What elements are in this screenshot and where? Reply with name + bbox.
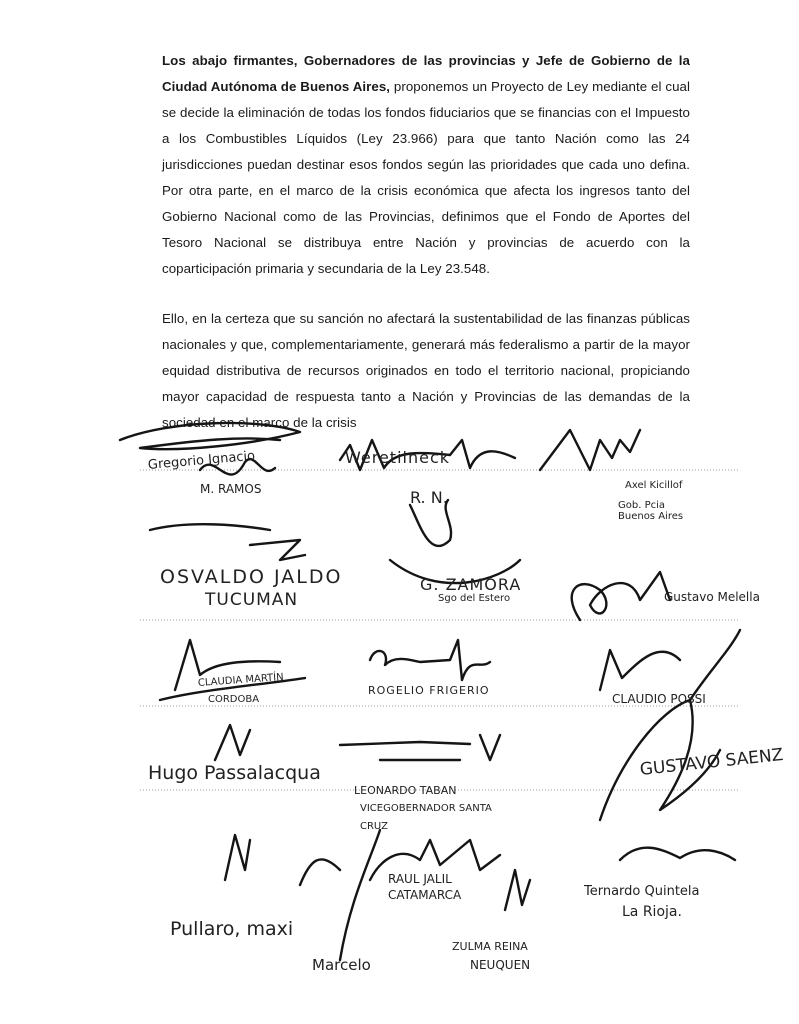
signature-7-detail: CORDOBA bbox=[208, 694, 260, 705]
signature-mark-12 bbox=[600, 700, 735, 860]
signature-4-name: OSVALDO JALDO bbox=[160, 566, 343, 588]
signature-mark-7 bbox=[160, 640, 305, 700]
signature-11-name: LEONARDO TABAN bbox=[354, 784, 457, 797]
signature-5-detail: Sgo del Estero bbox=[438, 593, 511, 604]
signature-3-name: Axel Kicillof bbox=[625, 480, 683, 491]
document-body bbox=[162, 48, 690, 436]
signature-14-name: Ternardo Quintela bbox=[584, 884, 700, 899]
signature-4-detail: TUCUMAN bbox=[205, 590, 299, 610]
signature-1-name: Gregorio Ignacio bbox=[147, 448, 256, 473]
signature-mark-14 bbox=[225, 835, 340, 885]
signature-8-name: ROGELIO FRIGERIO bbox=[368, 684, 490, 697]
signature-13-detail: CATAMARCA bbox=[388, 888, 462, 902]
signature-5-name: G. ZAMORA bbox=[420, 575, 522, 594]
signature-mark-13 bbox=[370, 840, 500, 880]
signature-mark-11 bbox=[340, 735, 500, 760]
signature-9-name: CLAUDIO POSSI bbox=[612, 692, 706, 706]
signature-11-detail: VICEGOBERNADOR SANTA CRUZ bbox=[360, 803, 492, 832]
signature-15-name: Pullaro, maxi bbox=[170, 918, 294, 940]
signature-12-name: GUSTAVO SAENZ bbox=[638, 745, 785, 780]
signature-mark-6 bbox=[572, 572, 670, 620]
intro-bold-text: Los abajo firmantes, Gobernadores de las provincias y Jefe de Gobierno de la Ciudad Autónoma de Buenos Aires, bbox=[162, 53, 690, 94]
signature-10-name: Hugo Passalacqua bbox=[148, 762, 321, 784]
signature-mark-10 bbox=[215, 725, 250, 760]
paragraph-2: Ello, en la certeza que su sanción no afectará la sustentabilidad de las finanzas públicas nacionales y que, complementariamente, generará más federalismo a partir de la mayor equidad distributiva de recursos originados en todo el territorio nacional, propiciando mayor capacidad de respuesta tanto a Nación y Provincias de las demandas de la sociedad en el marco de la crisis bbox=[162, 311, 690, 430]
paragraph-1 bbox=[162, 48, 690, 282]
signature-mark-2 bbox=[340, 440, 515, 470]
signature-2-detail: R. N. bbox=[410, 488, 448, 507]
signature-mark-8 bbox=[370, 640, 490, 680]
signature-7-name: CLAUDIA MARTÍN bbox=[197, 672, 285, 689]
signature-mark-9 bbox=[600, 630, 740, 700]
signature-17-detail: NEUQUEN bbox=[470, 958, 531, 972]
signature-mark-15 bbox=[340, 830, 530, 960]
signature-guide-lines bbox=[140, 470, 740, 790]
signature-6-name: Gustavo Melella bbox=[664, 590, 760, 604]
signature-mark-4 bbox=[150, 524, 305, 560]
paragraph-1-text: proponemos un Proyecto de Ley mediante el cual se decide la eliminación de todas los fondos fiduciarios que se financias con el Impuesto a los Combustibles Líquidos (Ley 23.966) para que tanto Nación como las 24 jurisdicciones puedan destinar esos fondos según las prioridades que cada uno defina. Por otra parte, en el marco de la crisis económica que afecta los ingresos tanto del Gobierno Nacional como de las Provincias, definimos que el Fondo de Aportes del Tesoro Nacional se distribuya entre Nación y provincias de acuerdo con la coparticipación primaria y secundaria de la Ley 23.548. bbox=[162, 79, 690, 276]
signature-17-name: Marcelo bbox=[312, 956, 371, 974]
signature-3-detail: Gob. Pcia Buenos Aires bbox=[618, 500, 684, 522]
signature-2-name: Weretilneck bbox=[345, 448, 451, 467]
signature-13-name: RAUL JALIL bbox=[388, 872, 452, 886]
signature-mark-5 bbox=[390, 500, 520, 583]
signature-16-name: ZULMA REINA bbox=[452, 940, 528, 953]
signature-14-detail: La Rioja. bbox=[622, 904, 682, 920]
signature-1-detail: M. RAMOS bbox=[200, 482, 262, 496]
signature-mark-3 bbox=[540, 430, 640, 470]
